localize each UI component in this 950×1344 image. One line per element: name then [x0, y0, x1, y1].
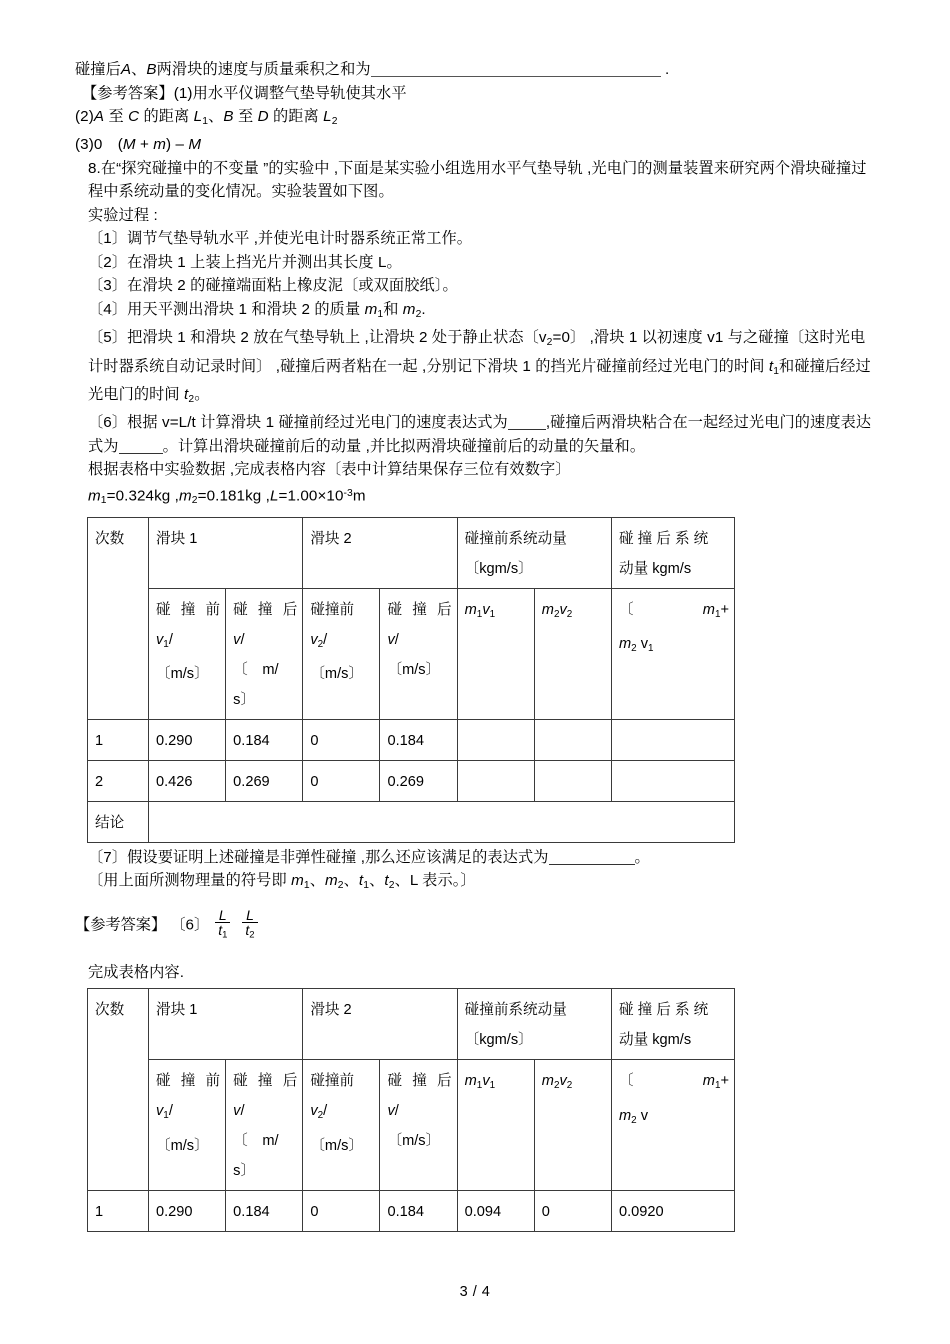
step-5-b: =0〕 ,滑块 1 以初速度 v1 与之碰撞〔这时光电计时器系统自动记录时间〕 ,碰撞后两者粘在一起 ,分别记下滑块 1 的挡光片碰撞前经过光电门的时间: [88, 329, 866, 375]
header-b2-v-sub: 2: [317, 638, 324, 650]
header-m1v1-m: m: [464, 1073, 477, 1090]
conclusion-label: 结论: [88, 801, 149, 842]
step-6: [75, 411, 878, 458]
intro-3-t1: 至: [108, 108, 124, 125]
step-3: 〔3〕在滑块 2 的碰撞端面粘上橡皮泥〔或双面胶纸〕。: [88, 277, 458, 295]
header-sum-plus: +: [720, 601, 729, 618]
header-m2v2-m-sub: 2: [553, 1080, 560, 1092]
header-block-2: 滑块 2: [303, 517, 457, 588]
step-5-c: 和碰撞后经过光电门的时间: [88, 357, 871, 404]
header-times: 次数: [88, 517, 149, 719]
header-sum-open: 〔: [619, 601, 703, 618]
table-2-intro: 完成表格内容.: [88, 963, 185, 981]
header-m1v1-m-sub: 1: [476, 608, 483, 620]
cell-times: 1: [88, 719, 149, 760]
header-b1-unit: 〔m/s〕: [156, 666, 209, 683]
header-times: 次数: [88, 989, 149, 1191]
const-m2-sub: 2: [191, 495, 198, 507]
step-2: 〔2〕在滑块 1 上装上挡光片并测出其长度 L。: [88, 253, 402, 271]
answer-6-line: [75, 908, 878, 941]
header-m1v1-m-sub: 1: [476, 1080, 483, 1092]
header-b1-after-unit-b: s〕: [233, 691, 256, 708]
mass-M-1: M: [122, 136, 136, 154]
const-m2: m: [178, 487, 192, 505]
header-m2v2-v-sub: 2: [566, 1080, 573, 1092]
header-sum-v: v: [640, 636, 649, 653]
momentum-before-l1: 碰撞前系统动量: [464, 530, 567, 547]
header-b2-after-v: v: [387, 631, 395, 648]
header-sum-m2: m: [619, 636, 632, 653]
header-sum-m1-sub: 1: [714, 1080, 721, 1092]
dist-L2: L: [323, 108, 332, 125]
step-6-a: 〔6〕根据 v=L/t 计算滑块 1 碰撞前经过光电门的速度表达式为: [88, 414, 508, 432]
intro-3-t5: 的距离: [272, 108, 319, 125]
step-1: 〔1〕调节气垫导轨水平 ,并使光电计时器系统正常工作。: [88, 230, 473, 248]
cell-v1-before: 0.426: [149, 760, 226, 801]
cell-sum[interactable]: [612, 760, 735, 801]
header-b2-unit: 〔m/s〕: [310, 666, 364, 683]
header-b2-before: [303, 588, 380, 719]
header-momentum-after: [612, 989, 735, 1060]
intro-4-plus: +: [135, 136, 154, 154]
header-sum-m1-sub: 1: [714, 608, 721, 620]
header-b1-after-unit-a: 〔 m/: [233, 1133, 279, 1150]
header-sum-m2: m: [619, 1108, 632, 1125]
header-sum-v-sub: 1: [648, 643, 654, 655]
cell-sum: 0.0920: [612, 1191, 735, 1232]
header-b2-before: [303, 1060, 380, 1191]
header-b2-after-slash: /: [394, 1103, 399, 1120]
step-4-pre: 〔4〕用天平测出滑块 1 和滑块 2 的质量: [88, 300, 365, 318]
header-b2-after: [380, 588, 457, 719]
intro-line-1-tail: .: [660, 61, 670, 78]
note-t2: t: [384, 872, 389, 890]
header-b2-before-l1: 碰撞前: [310, 1073, 355, 1090]
header-b1-after: [226, 1060, 303, 1191]
dist-L1: L: [193, 108, 203, 125]
header-sum-line1: [619, 1066, 729, 1101]
header-b1-after-v: v: [233, 1103, 241, 1120]
table-header-row-1: [88, 989, 735, 1060]
experiment-table-1: [87, 517, 735, 843]
header-b2-v-sub: 2: [317, 1110, 324, 1122]
answer-blank-long[interactable]: [371, 62, 661, 77]
time-t2-sub: 2: [188, 393, 195, 405]
header-b1-after-slash: /: [240, 631, 245, 648]
header-block-2: 滑块 2: [303, 989, 457, 1060]
cell-v1-after: 0.184: [226, 719, 303, 760]
momentum-before-unit: 〔kgm/s〕: [464, 560, 533, 577]
note-sep-3: 、: [369, 872, 385, 890]
intro-line-1-pre: 碰撞后: [75, 61, 121, 78]
note-m1-sub: 1: [303, 880, 310, 892]
table-header-row-1: [88, 517, 735, 588]
note-t1-sub: 1: [363, 880, 370, 892]
header-b2-after-v: v: [387, 1103, 395, 1120]
mass-m1-sub: 1: [377, 308, 384, 320]
step-7-b: 。: [634, 848, 650, 866]
cell-m2v2[interactable]: [534, 760, 611, 801]
answer-6-label: 【参考答案】: [75, 915, 167, 933]
label-A: A: [120, 61, 132, 78]
momentum-before-unit: 〔kgm/s〕: [464, 1032, 533, 1049]
header-b2-after-l1: 碰 撞 后: [387, 601, 452, 618]
header-m1v1-m: m: [464, 601, 477, 618]
cell-m1v1[interactable]: [457, 719, 534, 760]
intro-line-2: 【参考答案】(1)用水平仪调整气垫导轨使其水平: [82, 84, 407, 102]
answer-blank-step6-a[interactable]: [508, 416, 546, 430]
header-m1v1-v: v: [482, 1073, 490, 1090]
header-sum-momentum: [612, 588, 735, 719]
cell-times: 2: [88, 760, 149, 801]
mass-m1: m: [364, 300, 378, 318]
header-b1-before: [149, 1060, 226, 1191]
step-4-mid: 和: [383, 300, 403, 318]
header-b1-slash: /: [168, 631, 173, 648]
header-b1-after-unit-a: 〔 m/: [233, 661, 279, 678]
cell-m1v1: 0.094: [457, 1191, 534, 1232]
time-t2: t: [184, 386, 189, 404]
intro-line-3: [75, 105, 878, 133]
note-end: 、L 表示。〕: [394, 872, 476, 890]
header-m2v2-v-sub: 2: [566, 608, 573, 620]
header-b2-after-unit: 〔m/s〕: [387, 1133, 441, 1150]
header-sum-m1: m: [702, 1073, 715, 1090]
header-b1-after-unit-b: s〕: [233, 1163, 256, 1180]
table-conclusion-row: [88, 801, 735, 842]
header-b1-before-l1: 碰 撞 前: [156, 601, 221, 618]
frac1-numerator: L: [218, 906, 227, 923]
step-5-d: 。: [194, 386, 210, 404]
intro-line-4: [75, 133, 878, 157]
table-row: [88, 719, 735, 760]
header-sum-m2-sub: 2: [631, 1114, 637, 1126]
note-sep-2: 、: [343, 872, 359, 890]
answer-blank-step6-b[interactable]: [119, 440, 163, 454]
header-b1-v-sub: 1: [163, 638, 169, 650]
header-m1v1: [457, 588, 534, 719]
header-b2-slash: /: [323, 631, 328, 648]
const-m1: m: [88, 487, 101, 505]
header-sum-m2-sub: 2: [631, 643, 637, 655]
cell-v1-after: 0.184: [226, 1191, 303, 1232]
mass-m2-sub: 2: [415, 308, 422, 320]
header-b1-after-v: v: [233, 631, 241, 648]
header-m2v2: [534, 588, 611, 719]
header-m1v1: [457, 1060, 534, 1191]
mass-m2: m: [402, 300, 416, 318]
intro-3-t3: 、: [208, 108, 224, 125]
header-sum-open: 〔: [619, 1073, 703, 1090]
const-L-val: =1.00×10: [278, 487, 344, 505]
header-m1v1-v-sub: 1: [489, 608, 496, 620]
header-b1-before: [149, 588, 226, 719]
intro-3-t4: 至: [237, 108, 254, 125]
cell-v2-before: 0: [303, 1191, 380, 1232]
header-block-1: 滑块 1: [149, 989, 303, 1060]
header-sum-v: v: [640, 1108, 649, 1125]
header-b2-unit: 〔m/s〕: [310, 1138, 364, 1155]
experiment-table-2: [87, 988, 735, 1232]
header-b2-v: v: [310, 1103, 318, 1120]
header-momentum-before: [457, 989, 611, 1060]
step-5: [75, 326, 878, 411]
header-b1-v: v: [156, 1103, 164, 1120]
header-b1-after: [226, 588, 303, 719]
header-m1v1-v: v: [482, 601, 490, 618]
constants-line: [75, 482, 878, 513]
page-number: 3 / 4: [459, 1284, 491, 1300]
cell-v1-after: 0.269: [226, 760, 303, 801]
note-t1: t: [358, 872, 364, 890]
header-b1-unit: 〔m/s〕: [156, 1138, 209, 1155]
question-8-paragraph: 8.在“探究碰撞中的不变量 ”的实验中 ,下面是某实验小组选用水平气垫导轨 ,光电门的测量装置来研究两个滑块碰撞过程中系统动量的变化情况。实验装置如下图。: [88, 159, 867, 201]
time-t1: t: [768, 357, 774, 375]
header-m2v2: [534, 1060, 611, 1191]
frac2-numerator: L: [246, 906, 254, 923]
dist-L1-sub: 1: [202, 115, 209, 127]
const-L-exp: -3: [343, 487, 353, 499]
step-6-c: 。计算出滑块碰撞前后的动量 ,并比拟两滑块碰撞前后的动量的矢量和。: [162, 437, 646, 455]
cell-v2-after: 0.184: [380, 719, 457, 760]
fraction-L-over-t1: [215, 908, 230, 941]
cell-m1v1[interactable]: [457, 760, 534, 801]
momentum-after-unit: 动量 kgm/s: [619, 1032, 692, 1049]
label-B: B: [146, 61, 157, 78]
mass-m: m: [153, 136, 166, 154]
header-momentum-after: [612, 517, 735, 588]
momentum-before-l1: 碰撞前系统动量: [464, 1002, 567, 1019]
frac1-denominator: t: [218, 922, 223, 939]
cell-v1-before: 0.290: [149, 719, 226, 760]
cell-v2-after: 0.184: [380, 1191, 457, 1232]
header-b2-after-unit: 〔m/s〕: [387, 661, 441, 678]
step-5-v2-sub: 2: [546, 337, 553, 349]
intro-3-t2: 的距离: [143, 108, 190, 125]
fraction-L-over-t2: [242, 908, 257, 941]
frac2-denominator: t: [245, 922, 250, 939]
const-L-unit: m: [352, 487, 366, 505]
header-b1-slash: /: [168, 1103, 173, 1120]
point-B: B: [223, 108, 234, 125]
note-m1: m: [291, 872, 304, 890]
point-A: A: [93, 108, 105, 125]
header-sum-m1: m: [702, 601, 715, 618]
momentum-after-unit: 动量 kgm/s: [619, 560, 692, 577]
header-b2-before-l1: 碰撞前: [310, 601, 355, 618]
header-b1-v: v: [156, 631, 164, 648]
const-L: L: [269, 487, 279, 505]
header-b2-after-l1: 碰 撞 后: [387, 1073, 452, 1090]
header-m2v2-m: m: [541, 601, 554, 618]
header-m1v1-v-sub: 1: [489, 1080, 496, 1092]
dist-L2-sub: 2: [331, 115, 338, 127]
cell-m2v2[interactable]: [534, 719, 611, 760]
const-m1-sub: 1: [100, 495, 107, 507]
step-7-a: 〔7〕假设要证明上述碰撞是非弹性碰撞 ,那么还应该满足的表达式为: [88, 848, 549, 866]
momentum-after-l1: 碰 撞 后 系 统: [619, 530, 709, 547]
cell-v2-after: 0.269: [380, 760, 457, 801]
cell-v2-before: 0: [303, 760, 380, 801]
table-row: [88, 760, 735, 801]
intro-4-pre: (3)0 (: [75, 136, 123, 154]
header-m2v2-v: v: [559, 1073, 567, 1090]
cell-v1-before: 0.290: [149, 1191, 226, 1232]
intro-line-1: [75, 58, 878, 82]
step-7-note: [75, 869, 878, 897]
cell-times: 1: [88, 1191, 149, 1232]
header-m2v2-v: v: [559, 601, 567, 618]
momentum-after-l1: 碰 撞 后 系 统: [619, 1002, 709, 1019]
frac1-denominator-sub: 1: [222, 929, 228, 941]
answer-blank-step7[interactable]: [549, 851, 635, 865]
header-b2-after-slash: /: [394, 631, 399, 648]
table-header-row-2: [88, 588, 735, 719]
step-7-note-pre: 〔用上面所测物理量的符号即: [88, 872, 292, 890]
step-6-b: ,碰撞后两滑块粘合在一起经过光电门的速度表达式为: [88, 414, 872, 455]
header-sum-line1: [619, 595, 729, 630]
header-b2-v: v: [310, 631, 318, 648]
header-b2-after: [380, 1060, 457, 1191]
conclusion-value[interactable]: [149, 801, 735, 842]
process-title: 实验过程 :: [88, 206, 158, 224]
table-intro: 根据表格中实验数据 ,完成表格内容〔表中计算结果保存三位有效数字〕: [88, 461, 571, 479]
intro-3-pre: (2): [75, 108, 94, 125]
intro-line-1-post: 两滑块的速度与质量乘积之和为: [156, 61, 371, 78]
header-momentum-before: [457, 517, 611, 588]
table-header-row-2: [88, 1060, 735, 1191]
header-b1-after-l1: 碰 撞 后: [233, 1073, 298, 1090]
cell-v2-before: 0: [303, 719, 380, 760]
note-m2-sub: 2: [337, 880, 344, 892]
point-D: D: [257, 108, 269, 125]
note-m2: m: [324, 872, 338, 890]
cell-m2v2: 0: [534, 1191, 611, 1232]
header-b2-slash: /: [323, 1103, 328, 1120]
cell-sum[interactable]: [612, 719, 735, 760]
header-block-1: 滑块 1: [149, 517, 303, 588]
step-7: [75, 846, 878, 870]
step-5-a: 〔5〕把滑块 1 和滑块 2 放在气垫导轨上 ,让滑块 2 处于静止状态〔v: [88, 329, 547, 347]
header-b1-after-l1: 碰 撞 后: [233, 601, 298, 618]
step-4: [75, 298, 878, 326]
frac2-denominator-sub: 2: [249, 929, 255, 941]
intro-4-post: ) –: [166, 136, 189, 154]
note-sep-1: 、: [309, 872, 325, 890]
header-b1-v-sub: 1: [163, 1110, 169, 1122]
header-m2v2-m-sub: 2: [553, 608, 560, 620]
point-C: C: [128, 108, 140, 125]
header-b1-before-l1: 碰 撞 前: [156, 1073, 221, 1090]
header-m2v2-m: m: [541, 1073, 554, 1090]
answer-6-number: 〔6〕: [170, 915, 210, 933]
table-row: [88, 1191, 735, 1232]
intro-line-1-sep: 、: [131, 61, 147, 78]
header-sum-momentum: [612, 1060, 735, 1191]
header-b1-after-slash: /: [240, 1103, 245, 1120]
step-4-end: .: [421, 300, 426, 318]
const-m1-val: =0.324kg ,: [106, 487, 179, 505]
header-sum-plus: +: [720, 1073, 729, 1090]
time-t1-sub: 1: [773, 365, 780, 377]
mass-M-2: M: [188, 136, 202, 154]
const-m2-val: =0.181kg ,: [197, 487, 270, 505]
note-t2-sub: 2: [388, 880, 395, 892]
